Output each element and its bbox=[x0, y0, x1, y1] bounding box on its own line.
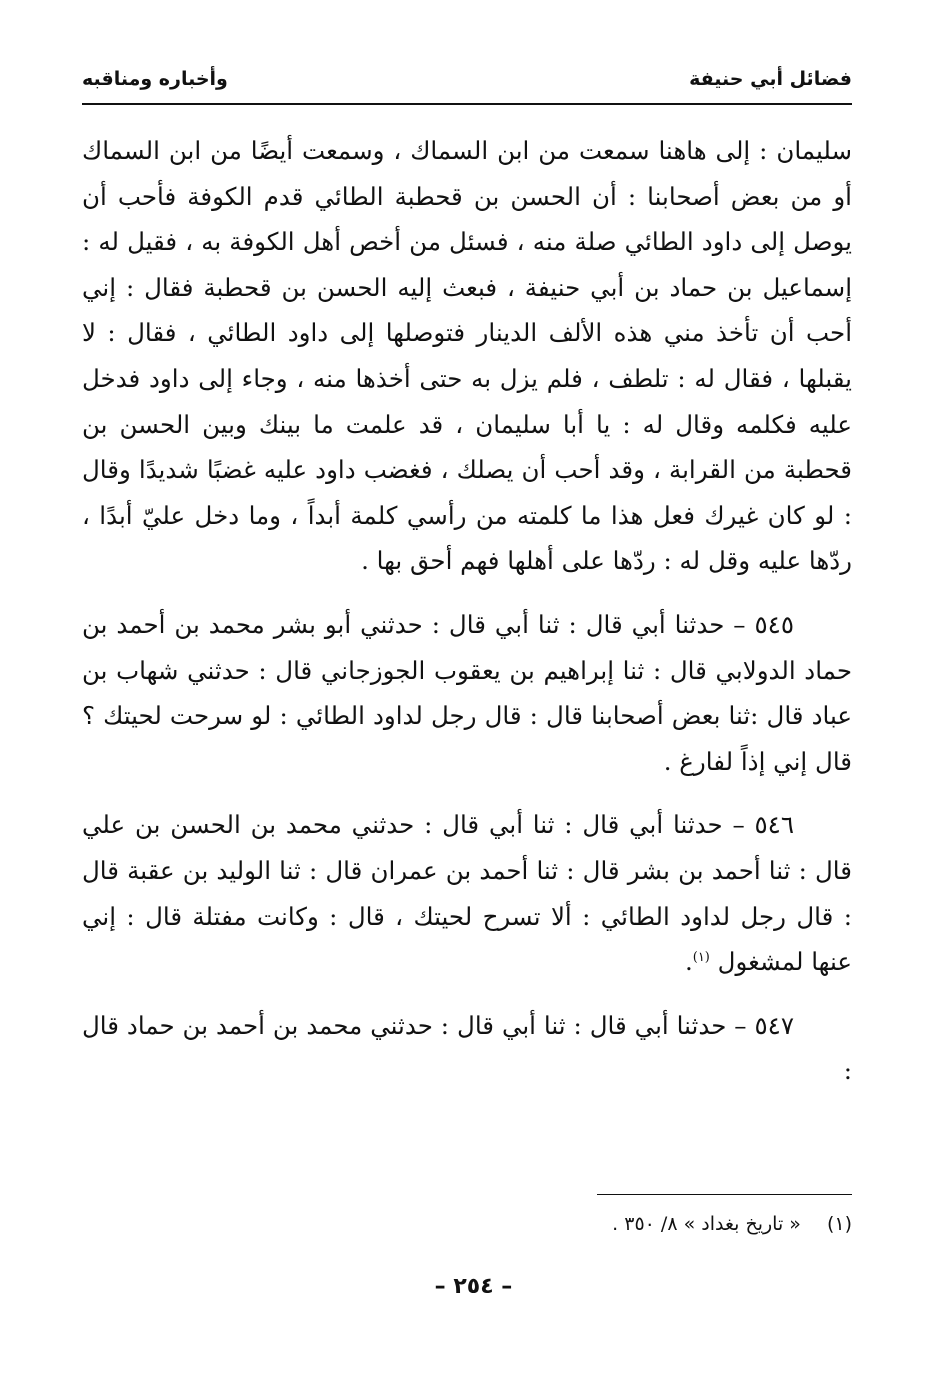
page-number: – ٢٥٤ – bbox=[434, 1274, 513, 1299]
header-rule bbox=[82, 103, 852, 105]
paragraph-546-text: ٥٤٦ – حدثنا أبي قال : ثنا أبي قال : حدثني محمد بن الحسن بن علي قال : ثنا أحمد بن بشر قال : ثنا أحمد بن عمران قال : ثنا الوليد بن عقبة قال : قال رجل لداود الطائي : ألا تسرح لحيتك ، قال : وكانت مفتلة قال : إني عنها لمشغول bbox=[82, 810, 852, 977]
main-text bbox=[82, 128, 852, 1094]
paragraph-547: ٥٤٧ – حدثنا أبي قال : ثنا أبي قال : حدثني محمد بن أحمد بن حماد قال : bbox=[82, 1010, 852, 1086]
paragraph-546 bbox=[82, 802, 852, 984]
paragraph-1: سليمان : إلى هاهنا سمعت من ابن السماك ، وسمعت أيضًا من ابن السماك أو من بعض أصحابنا : أن الحسن بن قحطبة الطائي قدم الكوفة فأحب أن يوصل إلى داود الطائي صلة منه ، فسئل من أخص أهل الكوفة به ، فقيل له : إسماعيل بن حماد بن أبي حنيفة ، فبعث إليه الحسن بن قحطبة فقال : إني أحب أن تأخذ مني هذه الألف الدينار فتوصلها إلى داود الطائي ، فقال : لا يقبلها ، فقال له : تلطف ، فلم يزل به حتى أخذها منه ، وجاء إلى داود فدخل عليه فكلمه وقال له : يا أبا سليمان ، قد علمت ما بينك وبين الحسن بن قحطبة من القرابة ، وقد أحب أن يصلك ، فغضب داود عليه غضبًا شديدًا وقال : لو كان غيرك فعل هذا ما كلمته من رأسي كلمة أبداً ، وما دخل عليّ أبدًا ، ردّها عليه وقل له : ردّها على أهلها فهم أحق بها . bbox=[82, 136, 852, 576]
footnote-rule bbox=[597, 1194, 852, 1195]
running-head-title: فضائل أبي حنيفة bbox=[689, 68, 852, 90]
running-head-subtitle: وأخباره ومناقبه bbox=[82, 68, 228, 90]
footnote-text: « تاريخ بغداد » ٨/ ٣٥٠ . bbox=[612, 1213, 801, 1235]
footnote-reference[interactable]: (١) bbox=[692, 949, 710, 965]
paragraph-545: ٥٤٥ – حدثنا أبي قال : ثنا أبي قال : حدثني أبو بشر محمد بن أحمد بن حماد الدولابي قال : ثنا إبراهيم بن يعقوب الجوزجاني قال : حدثني شهاب بن عباد قال :ثنا بعض أصحابنا قال : قال رجل لداود الطائي : لو سرحت لحيتك ؟ قال إني إذاً لفارغ . bbox=[82, 609, 852, 776]
footnote-number: (١) bbox=[826, 1213, 852, 1235]
paragraph-546-end: . bbox=[684, 947, 693, 977]
footnote bbox=[152, 1209, 852, 1239]
running-head bbox=[82, 64, 852, 96]
